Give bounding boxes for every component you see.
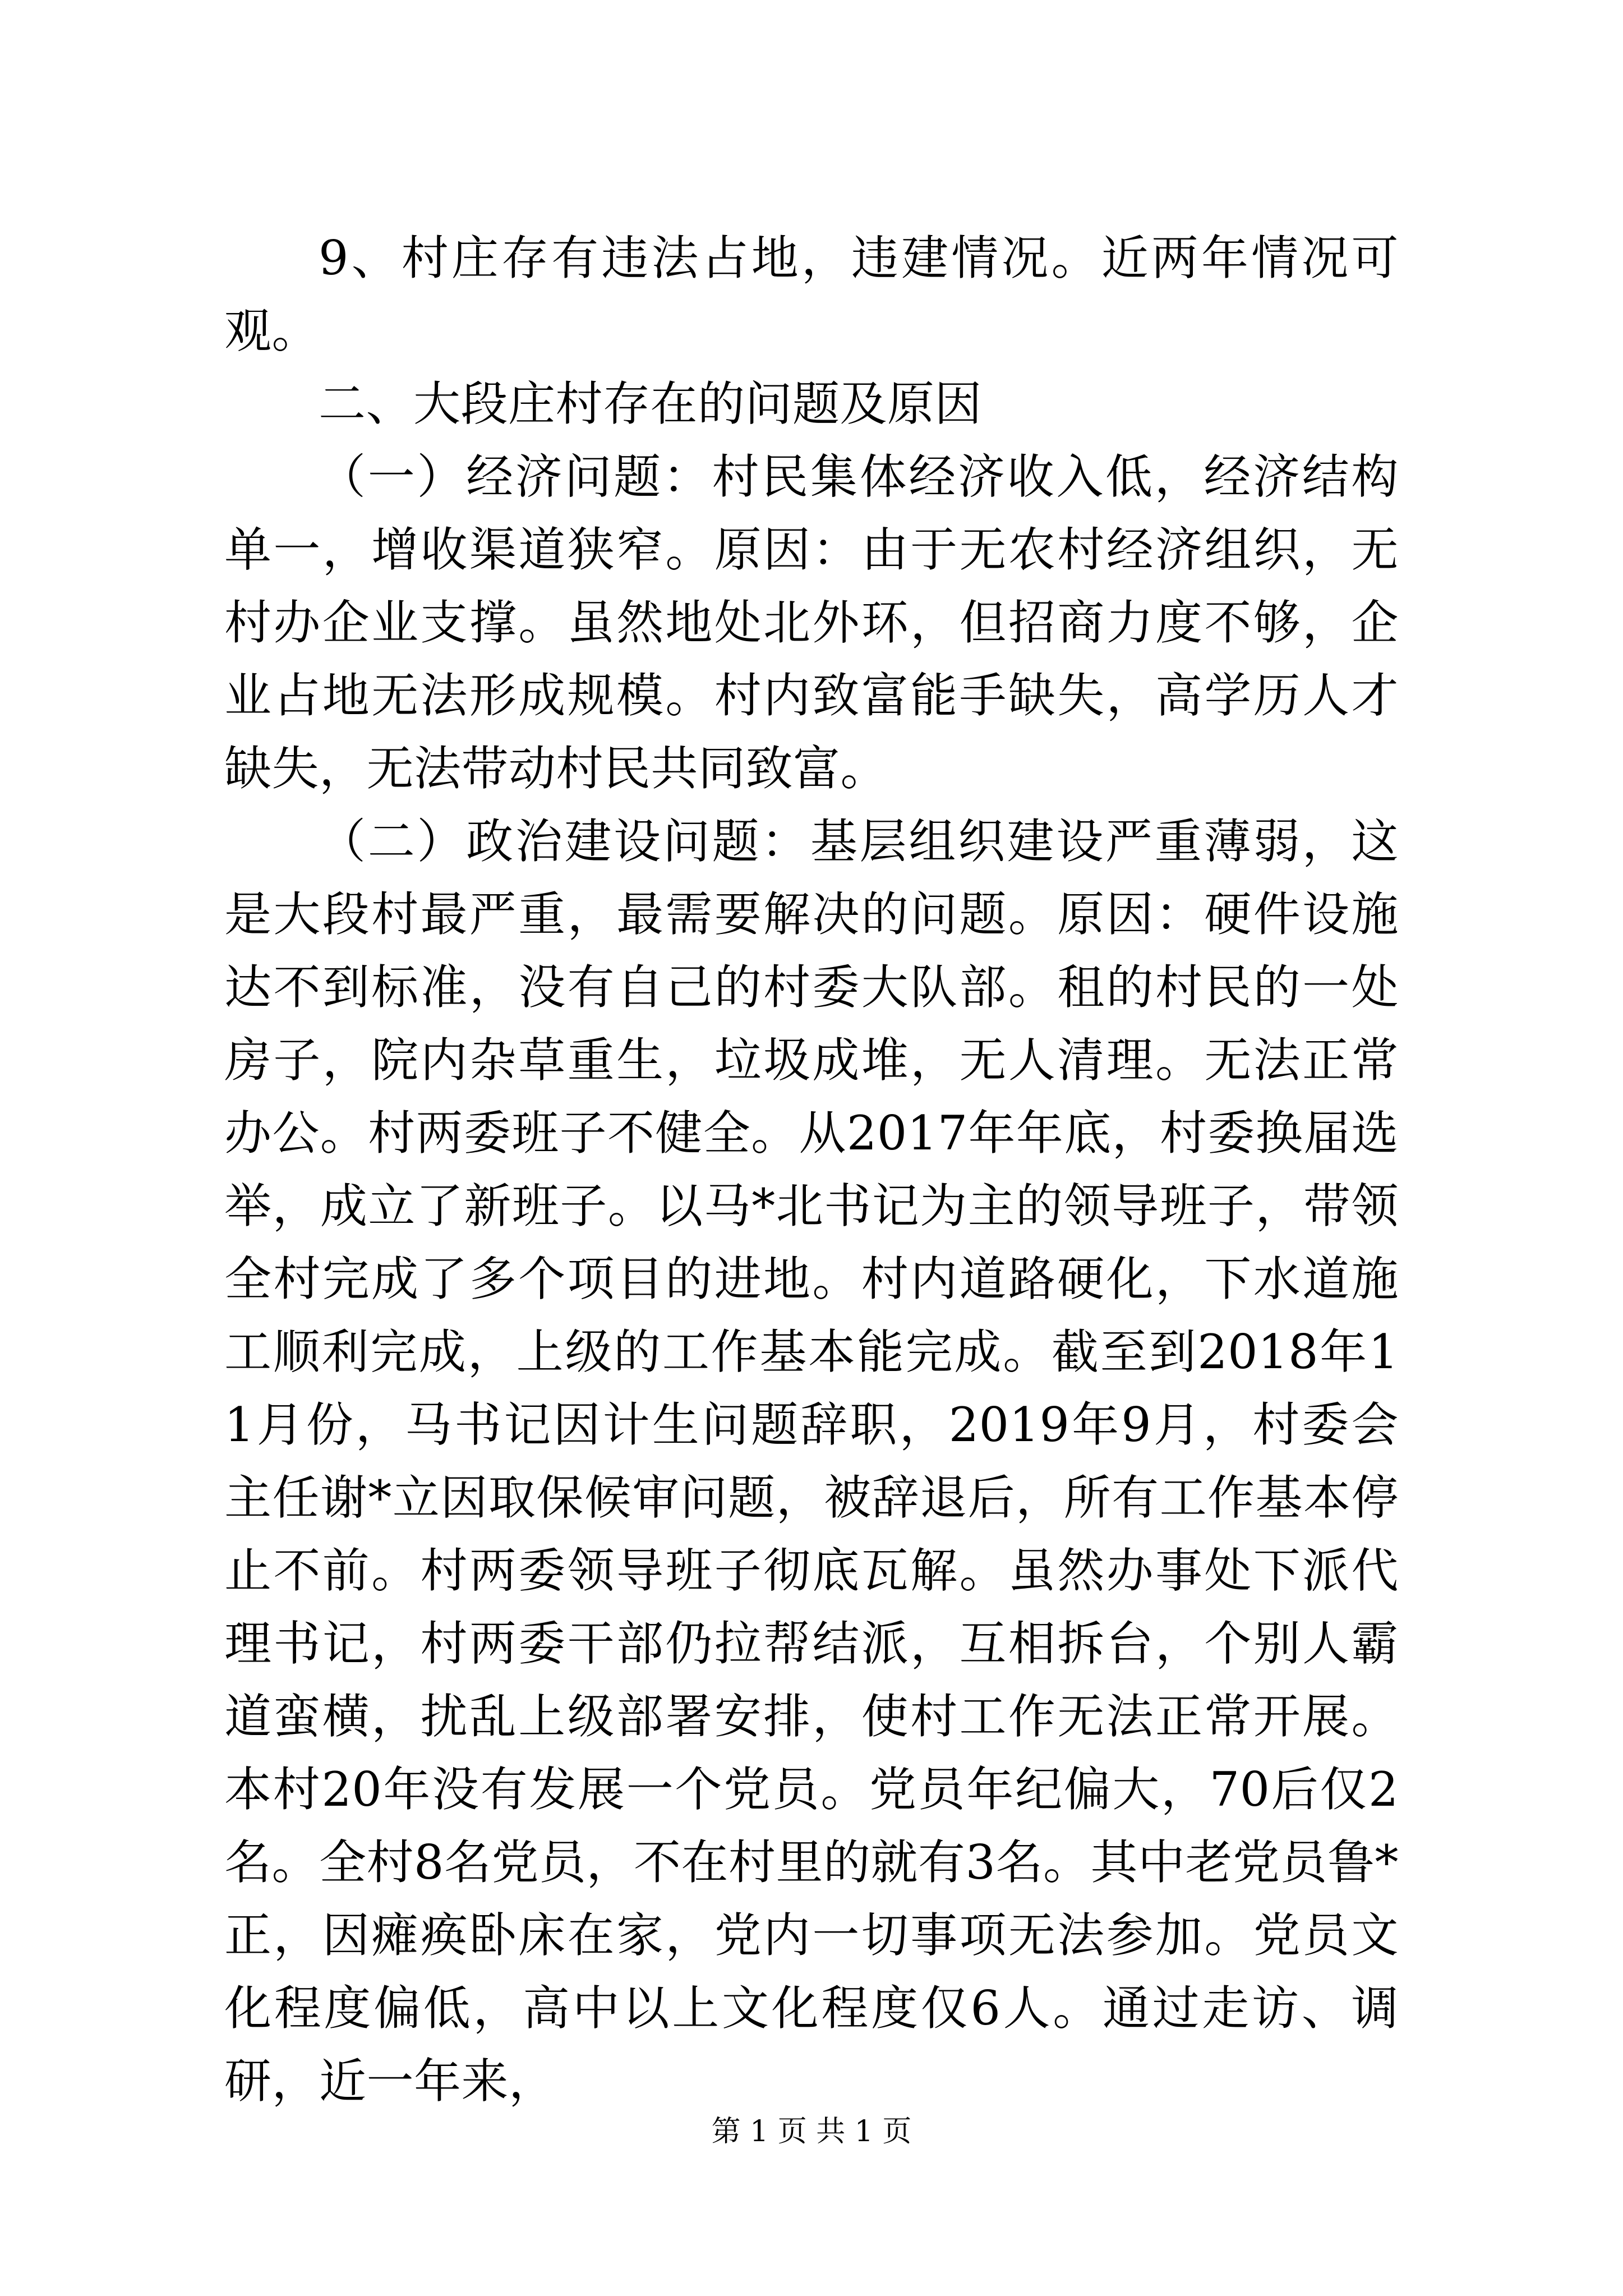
paragraph-item-9: 9、村庄存有违法占地，违建情况。近两年情况可观。: [224, 231, 1399, 358]
section-heading-problems: 二、大段庄村存在的问题及原因: [319, 376, 983, 431]
paragraph-economic-problems: （一）经济问题：村民集体经济收入低，经济结构单一，增收渠道狭窄。原因：由于无农村经济组织，无村办企业支撑。虽然地处北外环，但招商力度不够，企业占地无法形成规模。村内致富能手缺失，高学历人才缺失，无法带动村民共同致富。: [224, 449, 1399, 796]
page-footer: 第 1 页 共 1 页: [711, 2115, 912, 2148]
paragraph-political-problems: （二）政治建设问题：基层组织建设严重薄弱，这是大段村最严重，最需要解决的问题。原因：硬件设施达不到标准，没有自己的村委大队部。租的村民的一处房子，院内杂草重生，垃圾成堆，无人清理。无法正常办公。村两委班子不健全。从2017年年底，村委换届选举，成立了新班子。以马*北书记为主的领导班子，带领全村完成了多个项目的进地。村内道路硬化，下水道施工顺利完成，上级的工作基本能完成。截至到2018年11月份，马书记因计生问题辞职，2019年9月，村委会主任谢*立因取保候审问题，被辞退后，所有工作基本停止不前。村两委领导班子彻底瓦解。虽然办事处下派代理书记，村两委干部仍拉帮结派，互相拆台，个别人霸道蛮横，扰乱上级部署安排，使村工作无法正常开展。本村20年没有发展一个党员。党员年纪偏大，70后仅2名。全村8名党员，不在村里的就有3名。其中老党员鲁*正，因瘫痪卧床在家，党内一切事项无法参加。党员文化程度偏低，高中以上文化程度仅6人。通过走访、调研，近一年来，: [224, 814, 1399, 2109]
document-body: [224, 222, 1399, 2118]
